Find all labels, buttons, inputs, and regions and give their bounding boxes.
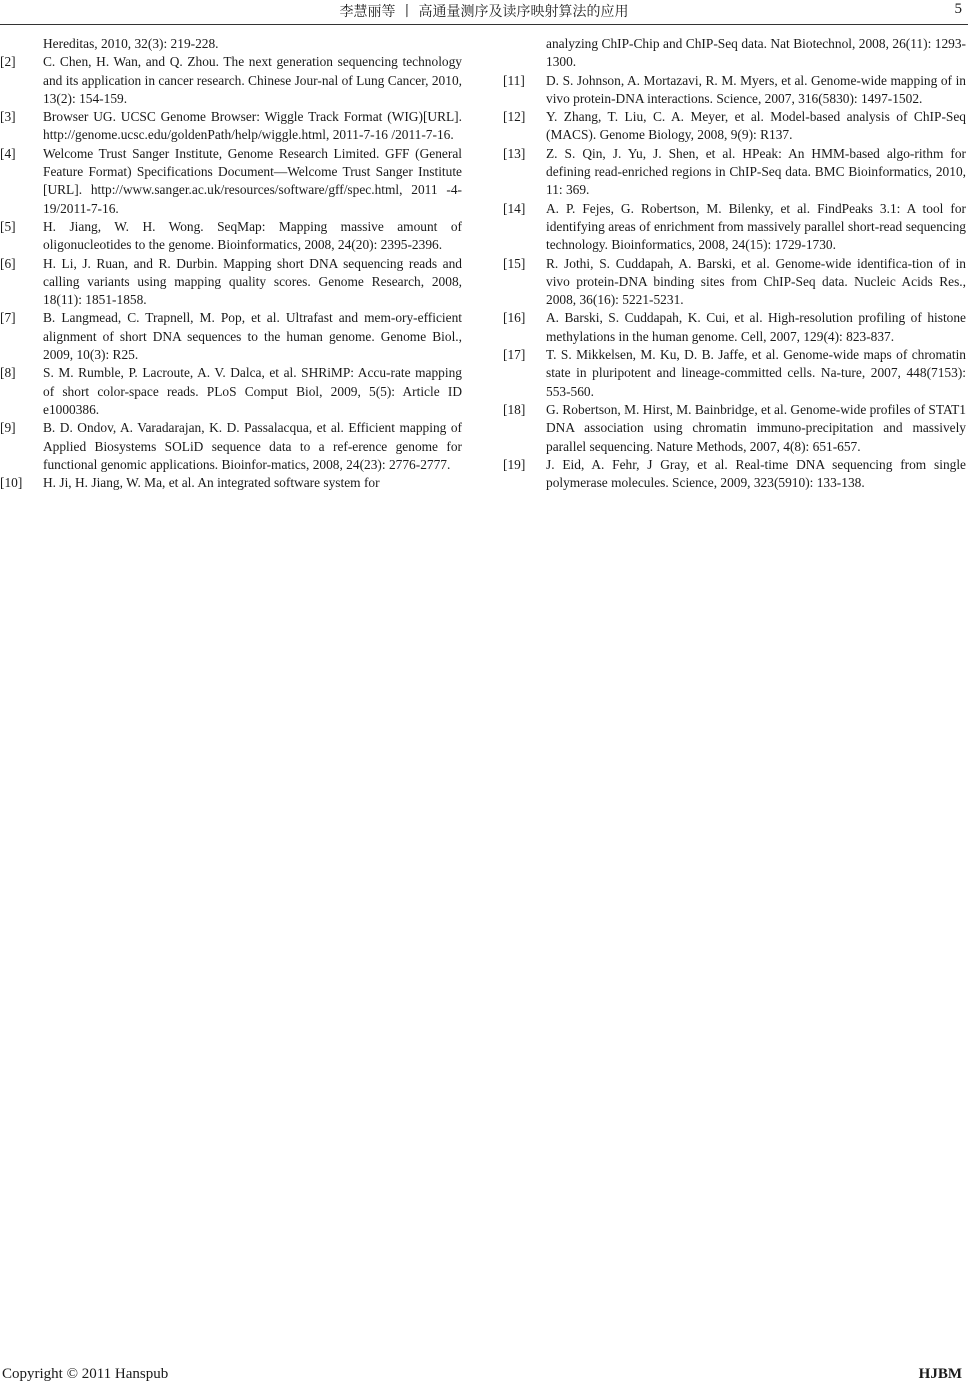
- reference-text: A. P. Fejes, G. Robertson, M. Bilenky, et al. FindPeaks 3.1: A tool for identifying areas of enrichment from massively parallel short-read sequencing technology. Bioinformatics, 2008, 24(15): 1729-1730.: [546, 200, 966, 253]
- references-left-column: [0, 35, 462, 492]
- reference-number: [18]: [503, 401, 526, 417]
- reference-number: [4]: [0, 145, 16, 161]
- reference-number: [19]: [503, 456, 526, 472]
- reference-number: [6]: [0, 255, 16, 271]
- reference-item: [0, 108, 462, 145]
- reference-item: [0, 218, 462, 255]
- reference-item: [503, 456, 966, 493]
- reference-text: H. Ji, H. Jiang, W. Ma, et al. An integrated software system for: [43, 475, 380, 491]
- reference-item: [503, 346, 966, 401]
- reference-number: [12]: [503, 109, 526, 125]
- reference-item: [503, 309, 966, 346]
- journal-abbreviation: HJBM: [918, 1366, 962, 1382]
- reference-text: B. D. Ondov, A. Varadarajan, K. D. Passalacqua, et al. Efficient mapping of Applied Biosystems SOLiD sequence data to a ref-erence genome for functional genomic applications. Bioinfor-matics, 2008, 24(23): 2776-2777.: [43, 420, 462, 472]
- reference-number: [17]: [503, 347, 526, 363]
- reference-number: [2]: [0, 54, 16, 70]
- reference-item: [0, 474, 462, 492]
- references-right-column: [503, 35, 966, 492]
- reference-text: A. Barski, S. Cuddapah, K. Cui, et al. High-resolution profiling of histone methylations in the human genome. Cell, 2007, 129(4): 823-837.: [546, 310, 966, 344]
- reference-text: G. Robertson, M. Hirst, M. Bainbridge, et al. Genome-wide profiles of STAT1 DNA association using chromatin immuno-precipitation and massively parallel sequencing. Nature Methods, 2007, 4(8): 651-657.: [546, 401, 966, 454]
- reference-text: T. S. Mikkelsen, M. Ku, D. B. Jaffe, et al. Genome-wide maps of chromatin state in pluripotent and lineage-committed cells. Na-ture, 2007, 448(7153): 553-560.: [546, 347, 966, 399]
- reference-text: R. Jothi, S. Cuddapah, A. Barski, et al. Genome-wide identifica-tion of in vivo protein-DNA binding sites from ChIP-Seq data. Nucleic Acids Res., 2008, 36(16): 5221-5231.: [546, 255, 966, 308]
- reference-number: [16]: [503, 310, 526, 326]
- reference-text: H. Jiang, W. H. Wong. SeqMap: Mapping massive amount of oligonucleotides to the genome. Bioinformatics, 2008, 24(20): 2395-2396.: [43, 218, 462, 253]
- reference-item: [503, 255, 966, 310]
- reference-item: [503, 401, 966, 456]
- reference-text: Welcome Trust Sanger Institute, Genome Research Limited. GFF (General Feature Format) Specifications Document—Welcome Trust Sanger Institute [URL]. http://www.sanger.ac.uk/resources/software/gff/spec.html, 2011 -4-19/2011-7-16.: [43, 145, 462, 216]
- reference-number: [5]: [0, 218, 16, 234]
- reference-number: [10]: [0, 475, 23, 491]
- reference-number: [15]: [503, 255, 526, 271]
- reference-text: C. Chen, H. Wan, and Q. Zhou. The next generation sequencing technology and its application in cancer research. Chinese Jour-nal of Lung Cancer, 2010, 13(2): 154-159.: [43, 54, 462, 106]
- reference-text: B. Langmead, C. Trapnell, M. Pop, et al. Ultrafast and mem-ory-efficient alignment of short DNA sequences to the human genome. Genome Biol., 2009, 10(3): R25.: [43, 310, 462, 363]
- copyright-notice: Copyright © 2011 Hanspub: [2, 1366, 169, 1382]
- reference-number: [11]: [503, 72, 525, 88]
- running-header-title: 李慧丽等 丨 高通量测序及读序映射算法的应用: [339, 4, 629, 20]
- reference-text: J. Eid, A. Fehr, J Gray, et al. Real-time DNA sequencing from single polymerase molecules. Science, 2009, 323(5910): 133-138.: [546, 456, 966, 491]
- reference-item: [503, 200, 966, 255]
- reference-number: [9]: [0, 420, 16, 436]
- reference-item: [503, 145, 966, 200]
- reference-item: [0, 145, 462, 218]
- reference-item: [0, 255, 462, 310]
- reference-continuation: Hereditas, 2010, 32(3): 219-228.: [43, 36, 219, 51]
- reference-item: [503, 108, 966, 145]
- reference-number: [7]: [0, 310, 16, 326]
- reference-number: [14]: [503, 200, 526, 216]
- reference-item: [0, 419, 462, 474]
- reference-text: Browser UG. UCSC Genome Browser: Wiggle Track Format (WIG)[URL]. http://genome.ucsc.edu/goldenPath/help/wiggle.html, 2011-7-16 /2011-7-16.: [43, 109, 462, 143]
- page-footer: [0, 1364, 968, 1386]
- reference-number: [13]: [503, 145, 526, 161]
- reference-text: H. Li, J. Ruan, and R. Durbin. Mapping short DNA sequencing reads and calling variants using mapping quality scores. Genome Research, 2008, 18(11): 1851-1858.: [43, 255, 462, 308]
- reference-text: S. M. Rumble, P. Lacroute, A. V. Dalca, et al. SHRiMP: Accu-rate mapping of short color-space reads. PLoS Comput Biol, 2009, 5(5): Article ID e1000386.: [43, 365, 462, 417]
- reference-text: Y. Zhang, T. Liu, C. A. Meyer, et al. Model-based analysis of ChIP-Seq (MACS). Genome Biology, 2008, 9(9): R137.: [546, 109, 966, 143]
- running-header: [0, 0, 968, 25]
- page-number: 5: [954, 1, 962, 17]
- reference-item: [0, 53, 462, 108]
- reference-item: [0, 309, 462, 364]
- reference-continuation: analyzing ChIP-Chip and ChIP-Seq data. Nat Biotechnol, 2008, 26(11): 1293-1300.: [546, 36, 966, 70]
- reference-number: [8]: [0, 365, 16, 381]
- reference-item: [0, 364, 462, 419]
- reference-text: Z. S. Qin, J. Yu, J. Shen, et al. HPeak: An HMM-based algo-rithm for defining read-enriched regions in ChIP-Seq data. BMC Bioinformatics, 2010, 11: 369.: [546, 145, 966, 198]
- reference-text: D. S. Johnson, A. Mortazavi, R. M. Myers, et al. Genome-wide mapping of in vivo protein-DNA interactions. Science, 2007, 316(5830): 1497-1502.: [546, 72, 966, 106]
- reference-item: [503, 72, 966, 109]
- reference-number: [3]: [0, 109, 16, 125]
